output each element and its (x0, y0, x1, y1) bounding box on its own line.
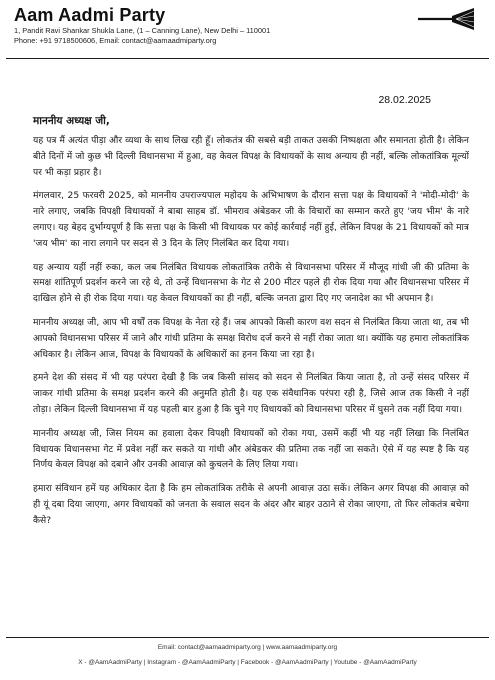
paragraph-6: माननीय अध्यक्ष जी, जिस नियम का हवाला देकर विपक्षी विधायकों को रोका गया, उसमें कहीं भी यह नहीं लिखा कि निलंबित विधायक विधानसभा गेट में प्रवेश नहीं कर सकते या गांधी और अंबेडकर की प्रतिमा तक नहीं जा सकते। ऐसे में यह स्पष्ट है कि यह निर्णय केवल विपक्ष को दबाने और उनकी आवाज़ को कुचलने के लिए लिया गया। (33, 428, 469, 471)
party-contact: Phone: +91 9718500606, Email: contact@aamaadmiparty.org (14, 36, 217, 45)
paragraph-4: माननीय अध्यक्ष जी, आप भी वर्षों तक विपक्ष के नेता रहे हैं। जब आपको किसी कारण वश सदन से निलंबित किया जाता था, तब भी आपको विधानसभा परिसर में जाने और गांधी प्रतिमा के समक्ष विरोध दर्ज करने से नहीं रोका जाता था। क्योंकि यह हमारा लोकतांत्रिक अधिकार है। लेकिन आज, विपक्ष के विधायकों के अधिकारों का हनन किया जा रहा है। (33, 317, 469, 360)
letterhead (14, 4, 484, 54)
paragraph-2: मंगलवार, 25 फरवरी 2025, को माननीय उपराज्यपाल महोदय के अभिभाषण के दौरान सत्ता पक्ष के विधायकों ने 'मोदी-मोदी' के नारे लगाए, जबकि विपक्षी विधायकों ने बाबा साहब डॉ. भीमराव अंबेडकर जी के विचारों का सम्मान करते हुए 'जय भीम' के नारे लगाए। यह बेहद दुर्भाग्यपूर्ण है कि सत्ता पक्ष के किसी भी विधायक पर कोई कार्रवाई नहीं हुई, लेकिन विपक्ष के 21 विधायकों को मात्र 'जय भीम' का नारा लगाने पर सदन से 3 दिन के लिए निलंबित कर दिया गया। (33, 191, 469, 249)
letter-date: 28.02.2025 (378, 94, 431, 106)
paragraph-1: यह पत्र मैं अत्यंत पीड़ा और व्यथा के साथ लिख रही हूँ। लोकतंत्र की सबसे बड़ी ताकत उसकी निष्पक्षता और समानता होती है। लेकिन बीते दिनों में जो कुछ भी दिल्ली विधानसभा में हुआ, वह केवल विपक्ष के विधायकों के साथ अन्याय ही नहीं, बल्कि लोकतांत्रिक मूल्यों पर भी कड़ा प्रहार है। (33, 136, 469, 178)
party-address: 1, Pandit Ravi Shankar Shukla Lane, (1 – Canning Lane), New Delhi – 110001 (14, 26, 271, 35)
footer-email-website: Email: contact@aamaadmiparty.org | www.aamaadmiparty.org (157, 644, 338, 651)
footer-divider (6, 637, 489, 638)
header-divider (6, 58, 489, 59)
letter-body (33, 134, 469, 538)
paragraph-7: हमारा संविधान हमें यह अधिकार देता है कि हम लोकतांत्रिक तरीके से अपनी आवाज़ उठा सकें। लेकिन अगर विपक्ष की आवाज़ को ही यूं दबा दिया जाएगा, अगर विधायकों को जनता के सवाल सदन के अंदर और बाहर उठाने से रोका जाएगा, तो फिर लोकतंत्र बचेगा कैसे? (33, 484, 469, 526)
paragraph-5: हमने देश की संसद में भी यह परंपरा देखी है कि जब किसी सांसद को सदन से निलंबित किया जाता है, तो उन्हें संसद परिसर में जाकर गांधी प्रतिमा के समक्ष प्रदर्शन करने की अनुमति होती है। यह एक संवैधानिक परंपरा रही है, जिसे आज तक किसी ने नहीं तोड़ा। लेकिन दिल्ली विधानसभा में यह पहली बार हुआ है कि चुने गए विधायकों को विधानसभा परिसर में घुसने तक नहीं दिया गया। (33, 373, 469, 415)
salutation: माननीय अध्यक्ष जी, (33, 115, 110, 127)
footer-social-handles: X - @AamAadmiParty | Instagram - @AamAadmiParty | Facebook - @AamAadmiParty | Youtube - @AamAadmiParty (78, 659, 417, 666)
footer (0, 640, 495, 670)
paragraph-3: यह अन्याय यहीं नहीं रुका, कल जब निलंबित विधायक लोकतांत्रिक तरीके से विधानसभा परिसर में मौजूद गांधी जी की प्रतिमा के समक्ष शांतिपूर्ण प्रदर्शन करने जा रहे थे, तो उन्हें विधानसभा के गेट से 200 मीटर पहले ही रोक दिया गया और विधानसभा परिसर में दाखिल होने से ही रोक दिया गया। यह केवल विधायकों का ही नहीं, बल्कि जनता द्वारा दिए गए जनादेश का भी अपमान है। (33, 262, 469, 305)
broom-icon (416, 6, 476, 32)
party-name: Aam Aadmi Party (14, 5, 166, 25)
